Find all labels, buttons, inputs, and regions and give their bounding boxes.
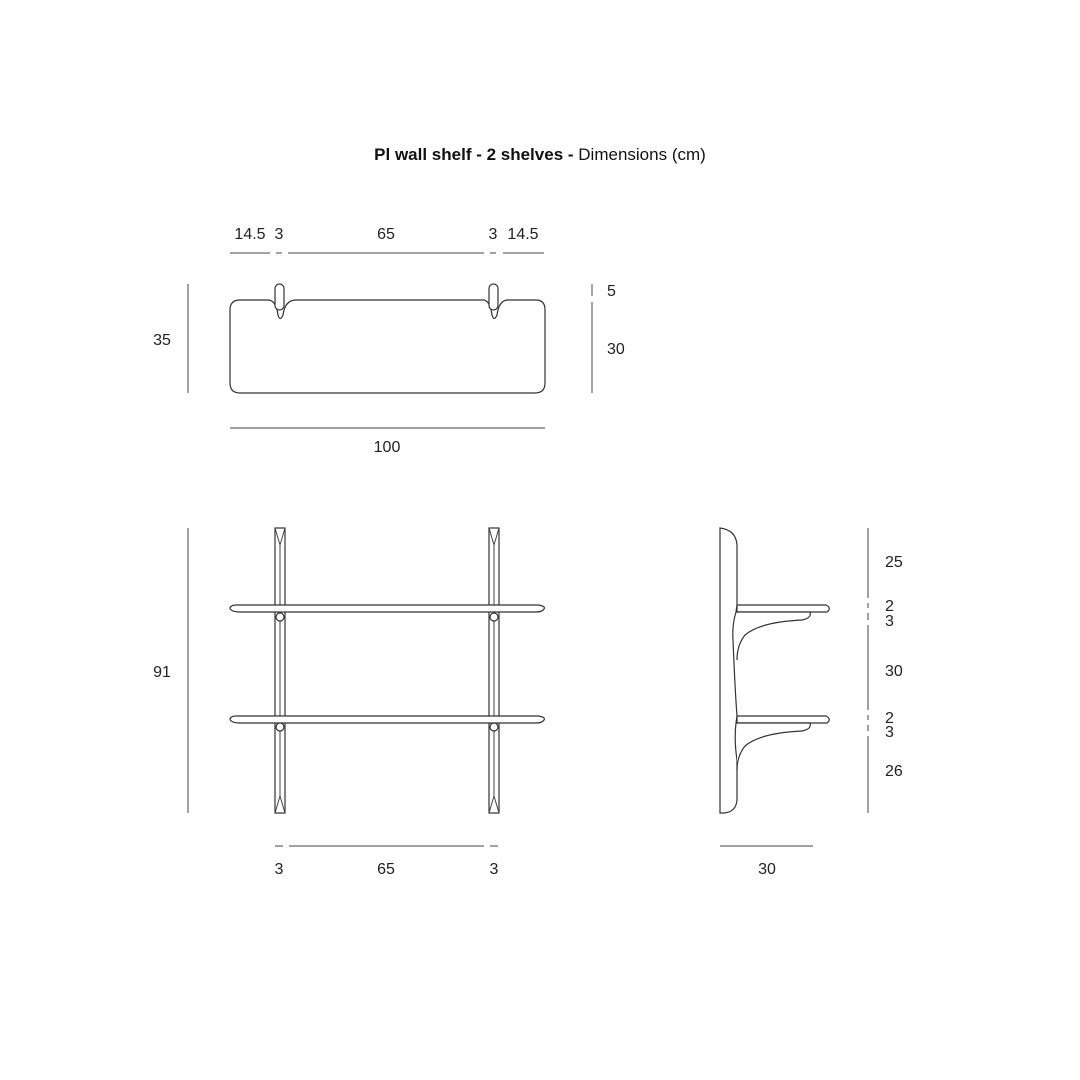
shelf-lower-front: [230, 716, 544, 723]
side-depth-label: 30: [758, 861, 776, 878]
depth-total-label: 35: [153, 332, 171, 349]
title-regular: Dimensions (cm): [578, 145, 706, 164]
bracket-right-top-view: [489, 284, 498, 310]
front-view: [153, 528, 544, 878]
side-height-label-2: 2: [885, 598, 894, 615]
side-height-label-6: 3: [885, 724, 894, 741]
side-wall-plate: [720, 528, 737, 813]
side-height-label-1: 25: [885, 554, 903, 571]
depth-part-label-1: 5: [607, 283, 616, 300]
top-width-label-5: 14.5: [507, 226, 539, 243]
total-width-label: 100: [373, 439, 401, 456]
screw-upper-left: [276, 613, 284, 621]
screw-lower-left: [276, 723, 284, 731]
side-height-label-3: 3: [885, 613, 894, 630]
side-shelf-lower: [737, 716, 829, 723]
side-bracket-upper: [737, 612, 810, 660]
side-height-label-5: 2: [885, 710, 894, 727]
bottom-width-label-3: 3: [489, 861, 499, 878]
bracket-left-top-view: [275, 284, 284, 310]
top-width-label-2: 3: [274, 226, 284, 243]
bottom-width-label-2: 65: [377, 861, 395, 878]
shelf-upper-front: [230, 605, 544, 612]
side-height-label-7: 26: [885, 763, 903, 780]
shelf-top-view-outline: [230, 300, 545, 393]
top-width-label-1: 14.5: [234, 226, 266, 243]
top-width-label-3: 65: [377, 226, 395, 243]
bottom-width-label-1: 3: [274, 861, 284, 878]
side-bracket-lower: [737, 723, 810, 770]
screw-upper-right: [490, 613, 498, 621]
side-shelf-upper: [737, 605, 829, 612]
title-bold: Pl wall shelf - 2 shelves -: [374, 145, 574, 164]
screw-lower-right: [490, 723, 498, 731]
height-label: 91: [153, 664, 171, 681]
top-view: [153, 226, 625, 456]
side-height-label-4: 30: [885, 663, 903, 680]
depth-part-label-2: 30: [607, 341, 625, 358]
side-view: [720, 528, 903, 878]
top-width-label-4: 3: [488, 226, 498, 243]
